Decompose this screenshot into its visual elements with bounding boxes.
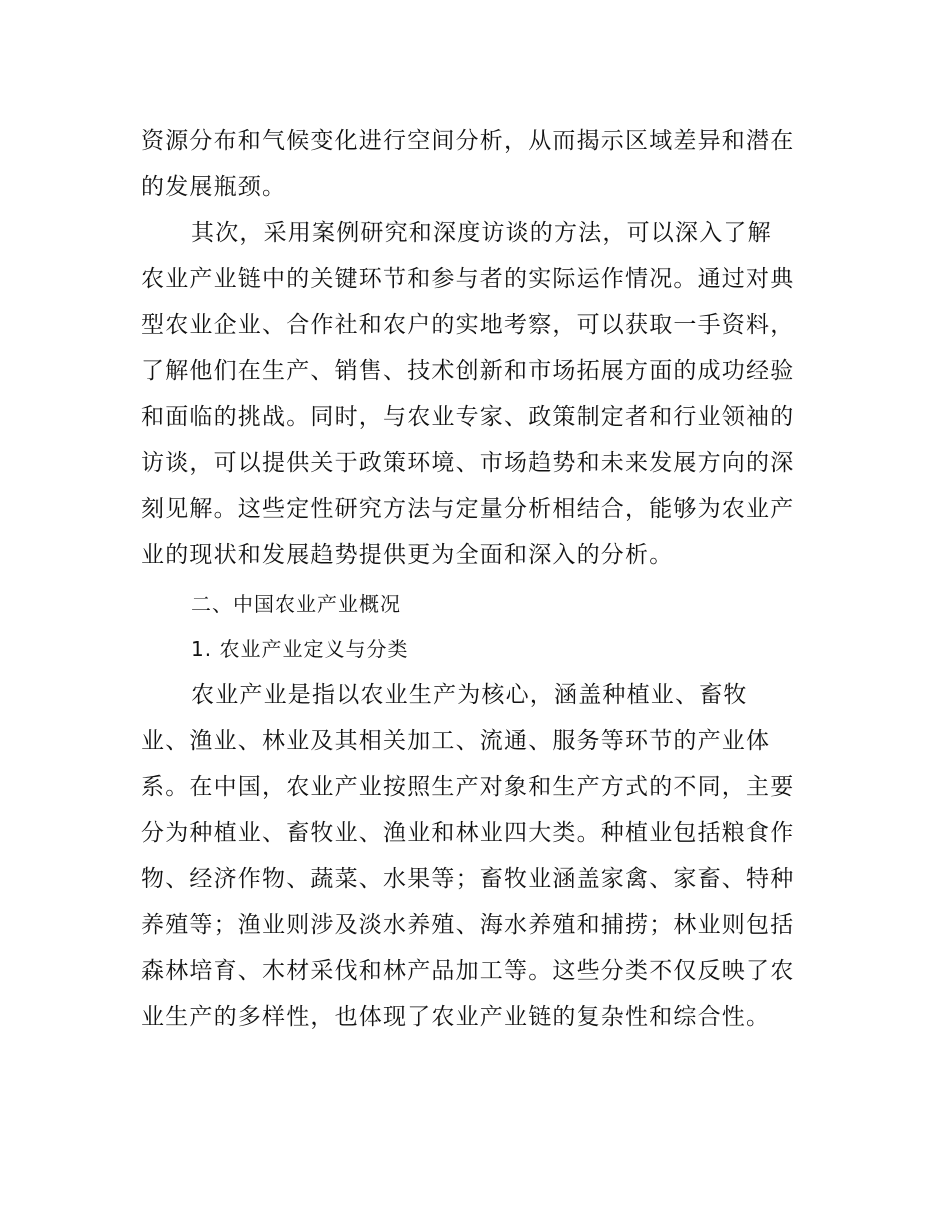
section-heading: 二、中国农业产业概况 xyxy=(191,592,401,616)
paragraph-2-line-7: 刻见解。这些定性研究方法与定量分析相结合，能够为农业产 xyxy=(141,496,795,522)
paragraph-3-line-3: 系。在中国，农业产业按照生产对象和生产方式的不同，主要 xyxy=(141,774,795,800)
paragraph-3-line-1: 农业产业是指以农业生产为核心，涵盖种植业、畜牧 xyxy=(191,682,748,708)
paragraph-1-line-1: 资源分布和气候变化进行空间分析，从而揭示区域差异和潜在 xyxy=(141,128,795,154)
paragraph-3-line-6: 养殖等；渔业则涉及淡水养殖、海水养殖和捕捞；林业则包括 xyxy=(141,912,795,938)
paragraph-3-line-4: 分为种植业、畜牧业、渔业和林业四大类。种植业包括粮食作 xyxy=(141,820,795,846)
paragraph-2-line-5: 和面临的挑战。同时，与农业专家、政策制定者和行业领袖的 xyxy=(141,404,795,430)
paragraph-2-line-3: 型农业企业、合作社和农户的实地考察，可以获取一手资料， xyxy=(141,312,795,338)
subsection-heading: 1. 农业产业定义与分类 xyxy=(191,637,409,661)
paragraph-2-line-2: 农业产业链中的关键环节和参与者的实际运作情况。通过对典 xyxy=(141,266,795,292)
paragraph-2-line-6: 访谈，可以提供关于政策环境、市场趋势和未来发展方向的深 xyxy=(141,450,795,476)
paragraph-3-line-7: 森林培育、木材采伐和林产品加工等。这些分类不仅反映了农 xyxy=(141,958,795,984)
paragraph-3-line-5: 物、经济作物、蔬菜、水果等；畜牧业涵盖家禽、家畜、特种 xyxy=(141,866,795,892)
paragraph-3-line-8: 业生产的多样性，也体现了农业产业链的复杂性和综合性。 xyxy=(141,1004,771,1030)
paragraph-2-line-4: 了解他们在生产、销售、技术创新和市场拓展方面的成功经验 xyxy=(141,358,795,384)
paragraph-2-line-1: 其次，采用案例研究和深度访谈的方法，可以深入了解 xyxy=(191,220,772,246)
paragraph-2-line-8: 业的现状和发展趋势提供更为全面和深入的分析。 xyxy=(141,542,674,568)
paragraph-3-line-2: 业、渔业、林业及其相关加工、流通、服务等环节的产业体 xyxy=(141,728,771,754)
paragraph-1-line-2: 的发展瓶颈。 xyxy=(141,174,287,200)
